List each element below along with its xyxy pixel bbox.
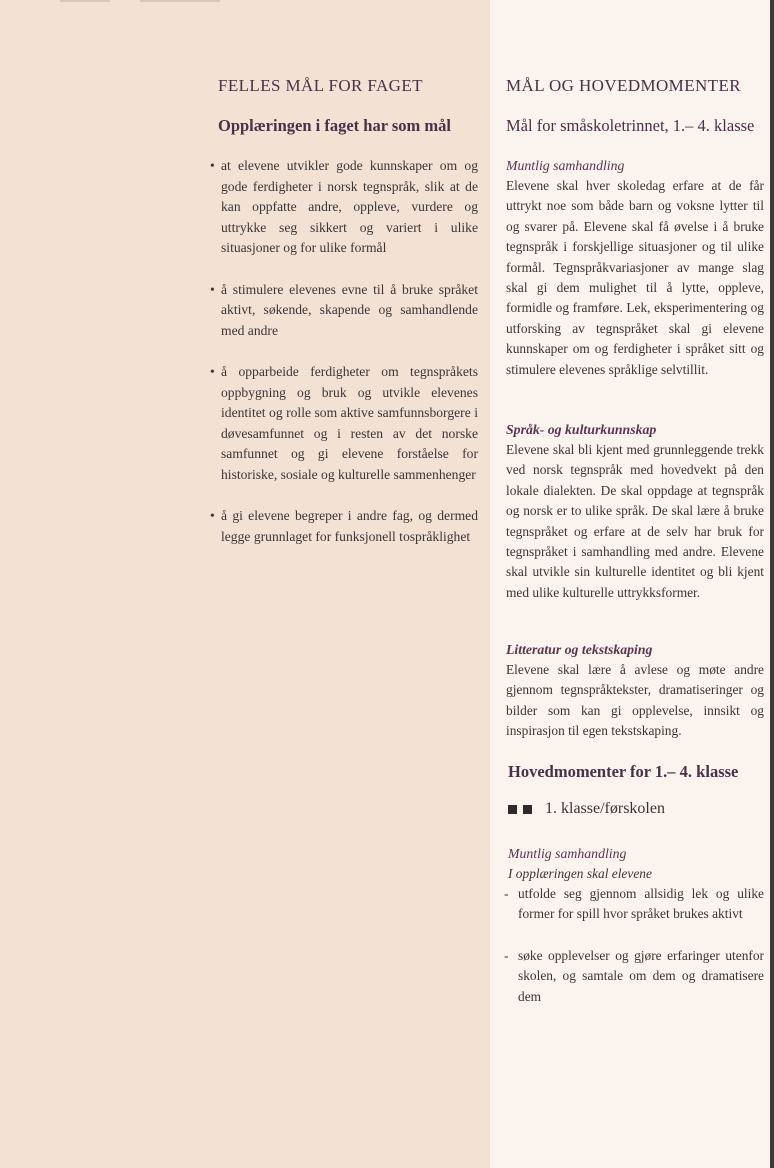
- scan-marks: [0, 0, 260, 4]
- goal-list: [210, 156, 478, 568]
- right-subtitle: Mål for småskoletrinnet, 1.– 4. klasse: [506, 116, 755, 135]
- section-text: Elevene skal bli kjent med grunnleggende trekk ved norsk tegnspråk med hovedvekt på den lokale dialekten. De skal oppdage at tegnspråk og norsk er to ulike språk. De skal lære å bruke tegnspråket og erfare at de selv har bruk for tegnspråket i samhandling med andre. Elevene skal utvikle sin kulturelle identitet og bli kjent med ulike kulturelle uttrykksformer.: [506, 442, 764, 600]
- section-text: Elevene skal hver skoledag erfare at de får uttrykt noe som både barn og voksne lytter til og svarer på. Elevene skal få øvelse i å bruke tegnspråk i forskjellige situasjoner og til ulike formål. Tegnspråkvariasjoner av mange slag skal gi dem mulighet til å lytte, oppleve, formidle og framføre. Lek, eksperimentering og utforsking av tegnspråket skal gi elevene kunnskaper om og ferdigheter i språket sitt og stimulere elevenes språklige selvtillit.: [506, 178, 764, 377]
- grade-section: [504, 844, 764, 1028]
- grade-label: 1. klasse/førskolen: [508, 800, 665, 818]
- goal-item: • at elevene utvikler gode kunnskaper om og gode ferdigheter i norsk tegnspråk, slik at de kan oppfatte andre, oppleve, vurdere og uttrykke seg sikkert og variert i ulike situasjoner og for ulike formål: [210, 158, 478, 255]
- right-title: MÅL OG HOVEDMOMENTER: [506, 76, 741, 95]
- left-title: FELLES MÅL FOR FAGET: [218, 76, 423, 95]
- square-bullet-icon: [523, 805, 532, 814]
- list-item: - utfolde seg gjennom allsidig lek og ulike former for spill hvor språket brukes aktivt: [504, 886, 764, 922]
- section-text: Elevene skal lære å avlese og møte andre gjennom tegnspråktekster, dramatiseringer og bilder som kan gi opplevelse, innsikt og inspirasjon til egen tekstskaping.: [506, 662, 764, 739]
- section-heading: Språk- og kulturkunnskap: [506, 422, 657, 437]
- section-sprak: [506, 420, 764, 603]
- goal-item: • å gi elevene begreper i andre fag, og dermed legge grunnlaget for funksjonell tospråklighet: [210, 508, 478, 544]
- list-item: - søke opplevelser og gjøre erfaringer utenfor skolen, og samtale om dem og dramatisere dem: [504, 947, 764, 1004]
- grade-items: [504, 884, 764, 1007]
- section-heading: Litteratur og tekstskaping: [506, 642, 653, 657]
- grade-intro: I opplæringen skal elevene: [508, 866, 652, 881]
- goal-item: • å opparbeide ferdigheter om tegnspråkets oppbygning og bruk og utvikle elevenes identitet og rolle som aktive samfunnsborgere i døvesamfunnet og i resten av det norske samfunnet og gi elevene forståelse for historiske, sosiale og kulturelle sammenhenger: [210, 364, 478, 482]
- section-muntlig: [506, 156, 764, 380]
- square-bullet-icon: [508, 805, 517, 814]
- goal-item: • å stimulere elevenes evne til å bruke språket aktivt, søkende, skapende og samhandlende med andre: [210, 281, 478, 338]
- section-heading: Muntlig samhandling: [506, 158, 625, 173]
- section-litteratur: [506, 640, 764, 742]
- page-edge: [770, 0, 774, 1168]
- left-subtitle: Opplæringen i faget har som mål: [218, 116, 451, 135]
- hovedmomenter-title: Hovedmomenter for 1.– 4. klasse: [508, 762, 739, 781]
- section-heading: Muntlig samhandling: [508, 846, 627, 861]
